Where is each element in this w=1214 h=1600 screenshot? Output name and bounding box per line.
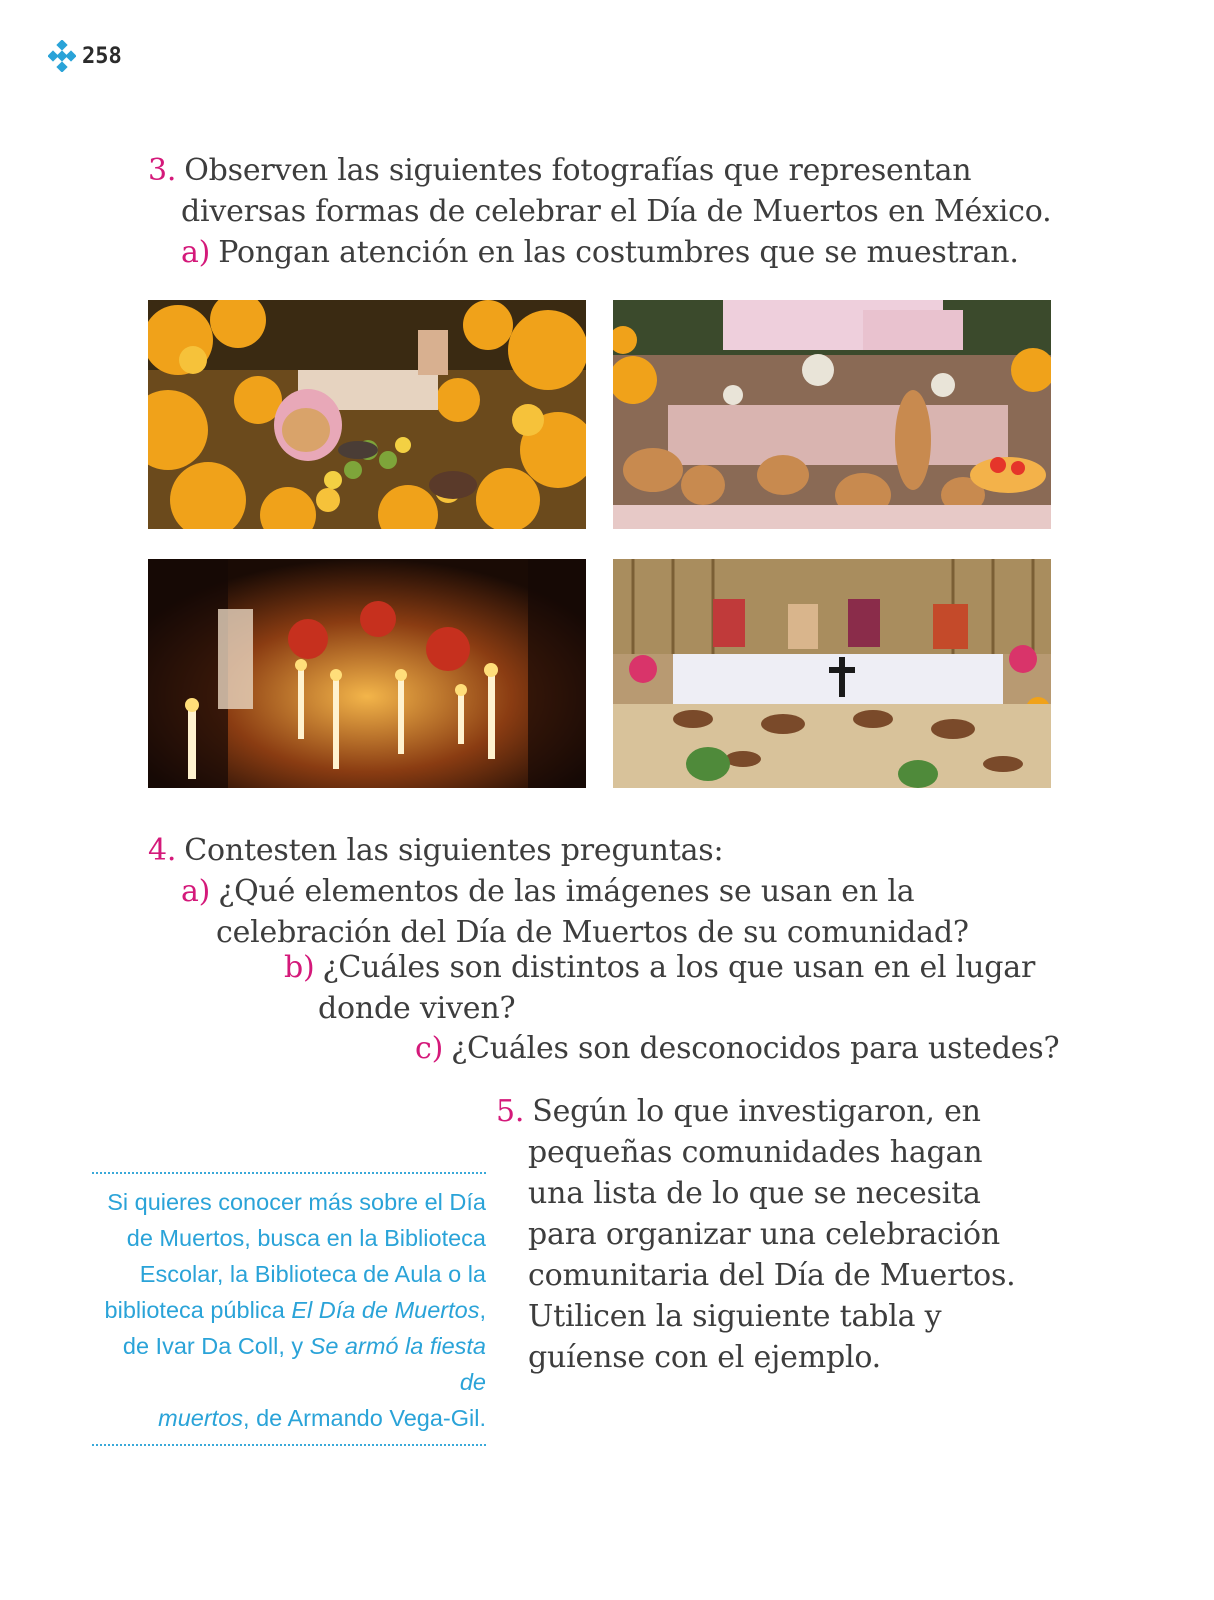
sidebar-line3: Escolar, la Biblioteca de Aula o la [139, 1261, 486, 1287]
page-number [48, 40, 122, 72]
sidebar-line4-post: , [479, 1297, 486, 1323]
q3-a-label: a) [181, 235, 211, 270]
sidebar-line5-pre: de Ivar Da Coll, y [122, 1333, 310, 1359]
q3-a-text: Pongan atención en las costumbres que se muestran. [218, 235, 1019, 270]
q4-b-line2: donde viven? [318, 991, 516, 1026]
q4-b-text1: ¿Cuáles son distintos a los que usan en el lugar [322, 950, 1036, 985]
q4-c-text: ¿Cuáles son desconocidos para ustedes? [451, 1031, 1060, 1066]
reading-suggestion-box [92, 1172, 486, 1446]
q3-line1 [148, 150, 1051, 191]
q4-c-label: c) [415, 1031, 444, 1066]
photo-marigold-altar [148, 300, 586, 529]
sidebar-line6 [92, 1400, 486, 1436]
sidebar-line4-pre: biblioteca pública [104, 1297, 292, 1323]
sidebar-line4 [92, 1292, 486, 1328]
q5-line5: comunitaria del Día de Muertos. [528, 1258, 1016, 1293]
q4-b-line1 [284, 947, 1035, 988]
photo-bread-altar [613, 300, 1051, 529]
q3-line1-text: Observen las siguientes fotografías que representan [184, 153, 972, 188]
book-title-1: El Día de Muertos [291, 1297, 480, 1323]
book-title-2a: Se armó la fiesta de [309, 1333, 486, 1395]
q5-text1: Según lo que investigaron, en [532, 1094, 981, 1129]
q3-a [148, 232, 1051, 273]
q5-line1 [496, 1091, 1015, 1132]
page-number-text: 258 [82, 43, 122, 69]
q4-a-text1: ¿Qué elementos de las imágenes se usan en la [218, 874, 915, 909]
q5-line4: para organizar una celebración [528, 1217, 1001, 1252]
question-4 [148, 830, 969, 953]
question-4c [415, 1028, 1059, 1069]
q5-line7: guíense con el ejemplo. [528, 1340, 882, 1375]
sidebar-line1: Si quieres conocer más sobre el Día [107, 1189, 486, 1215]
book-title-2b: muertos [158, 1405, 244, 1431]
q3-line2: diversas formas de celebrar el Día de Muertos en México. [181, 194, 1052, 229]
photo-candlelit-cemetery [148, 559, 586, 788]
q3-number: 3. [148, 153, 177, 188]
question-5 [496, 1091, 1015, 1378]
sidebar-line2: de Muertos, busca en la Biblioteca [126, 1225, 486, 1251]
q4-number: 4. [148, 833, 177, 868]
q4-line [148, 830, 969, 871]
q4-b-label: b) [284, 950, 315, 985]
q4-a-label: a) [181, 874, 211, 909]
sidebar-line5 [92, 1328, 486, 1400]
q4-a-line1 [148, 871, 969, 912]
question-3 [148, 150, 1051, 273]
q5-line6: Utilicen la siguiente tabla y [528, 1299, 942, 1334]
q4-a-line2: celebración del Día de Muertos de su comunidad? [216, 915, 969, 950]
question-4b [284, 947, 1035, 1029]
photo-saints-altar [613, 559, 1051, 788]
q4-text: Contesten las siguientes preguntas: [184, 833, 724, 868]
cross-knot-icon [48, 40, 76, 72]
q5-number: 5. [496, 1094, 525, 1129]
q5-line2: pequeñas comunidades hagan [528, 1135, 983, 1170]
sidebar-line6-post: , de Armando Vega-Gil. [243, 1405, 486, 1431]
q5-line3: una lista de lo que se necesita [528, 1176, 981, 1211]
